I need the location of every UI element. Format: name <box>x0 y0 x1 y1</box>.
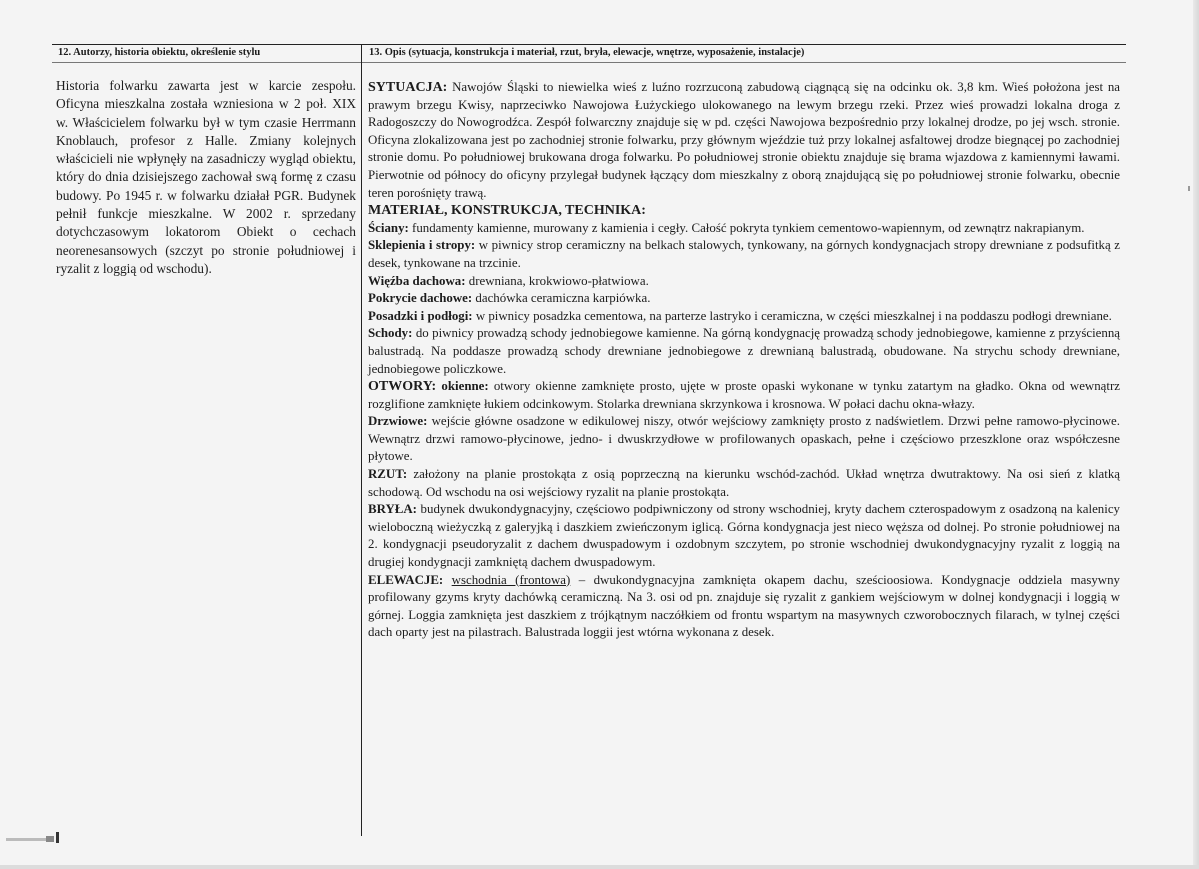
section-rzut <box>368 466 1120 501</box>
section-posadzki <box>368 308 1120 326</box>
section-schody <box>368 325 1120 378</box>
text-rzut: założony na planie prostokąta z osią poprzeczną na kierunku wschód-zachód. Układ wnętrza dwutraktowy. Na osi sień z klatką schodową. Od wschodu na osi wejściowy ryzalit na planie prostokąta. <box>368 467 1120 499</box>
label-drzwiowe: Drzwiowe: <box>368 414 428 429</box>
top-rule <box>52 44 1126 45</box>
scan-speck <box>1188 186 1190 191</box>
description-text <box>368 79 1120 642</box>
elewacje-underlined: wschodnia (frontowa) <box>451 572 571 587</box>
header-rule <box>52 62 1126 63</box>
text-sklepienia: w piwnicy strop ceramiczny na belkach stalowych, tynkowany, na górnych kondygnacjach stropy drewniane z podsufitką z desek, tynkowane na trzcinie. <box>368 238 1120 270</box>
text-wiezba: drewniana, krokwiowo-płatwiowa. <box>465 273 649 288</box>
history-text: Historia folwarku zawarta jest w karcie zespołu. Oficyna mieszkalna została wzniesiona w 2 poł. XIX w. Właścicielem folwarku był w tym czasie Herrmann Knoblauch, profesor z Halle. Zmiany kolejnych właścicieli nie wpłynęły na zasadniczy wygląd obiektu, który do dnia dzisiejszego zachował swą formę z czasu budowy. Po 1945 r. w folwarku działał PGR. Budynek pełnił funkcje mieszkalne. W 2002 r. sprzedany dotychczasowym lokatorom Obiekt o cechach neorenesansowych (szczyt po stronie południowej i ryzalit z loggią od wschodu). <box>56 78 356 276</box>
section-elewacje <box>368 572 1120 642</box>
section-pokrycie <box>368 290 1120 308</box>
text-schody: do piwnicy prowadzą schody jednobiegowe kamienne. Na górną kondygnację prowadzą schody jednobiegowe, kamienne z przyścienną balustradą. Na poddasze prowadzą schody drewniane jednobiegowe z drewnianą balustradą, obudowane. Na strychu schody drewniane, jednobiegowe policzkowe. <box>368 326 1120 376</box>
section-drzwiowe <box>368 413 1120 466</box>
label-material: MATERIAŁ, KONSTRUKCJA, TECHNIKA: <box>368 203 646 219</box>
text-posadzki: w piwnicy posadzka cementowa, na parterze lastryko i ceramiczna, w części mieszkalnej i na poddaszu podłogi drewniane. <box>472 308 1112 323</box>
left-column-heading: 12. Autorzy, historia obiektu, określenie stylu <box>58 47 261 58</box>
scan-artifact <box>6 830 62 844</box>
section-bryla <box>368 501 1120 571</box>
section-material <box>368 202 1120 220</box>
sublabel-okienne: okienne: <box>436 379 489 394</box>
right-column-heading: 13. Opis (sytuacja, konstrukcja i materiał, rzut, bryła, elewacje, wnętrze, wyposażenie, instalacje) <box>369 47 805 58</box>
label-schody: Schody: <box>368 326 413 341</box>
label-sytuacja: SYTUACJA: <box>368 80 448 95</box>
label-sciany: Ściany: <box>368 220 409 235</box>
label-rzut: RZUT: <box>368 467 408 482</box>
scan-edge-right <box>1193 0 1199 869</box>
text-otwory: otwory okienne zamknięte prosto, ujęte w proste opaski wykonane w tynku zatartym na gładko. Okna od wewnątrz rozglifione zamknięte łukiem odcinkowym. Stolarka drewniana skrzynkowa i krosnowa. W połaci dachu okna-włazy. <box>368 379 1120 411</box>
label-bryla: BRYŁA: <box>368 502 417 517</box>
label-otwory: OTWORY: <box>368 379 437 395</box>
text-sytuacja: Nawojów Śląski to niewielka wieś z luźno rozrzuconą zabudową ciągnącą się na odcinku ok. 3,8 km. Wieś położona jest na prawym brzegu Kwisy, naprzeciwko Nawojowa Łużyckiego ulokowanego na lewym brzegu rzeki. Przez wieś prowadzi lokalna droga z Radogoszczy do Nowogrodźca. Zespół folwarczny znajduje się w pd. części Nawojowa bezpośrednio przy lokalnej drodze, po jej wsch. stronie. Oficyna zlokalizowana jest po zachodniej stronie folwarku, przy głównym wjeździe tuż przy lokalnej asfaltowej drodze biegnącej po zachodniej stronie domu. Po południowej brukowana droga folwarku. Po południowej stronie obiektu znajduje się brama wjazdowa z kamiennymi ławami. Pierwotnie od północy do oficyny przylegał budynek łączący dom mieszkalny z oborą znajdującą się po południowej stronie folwarku, obecnie teren porośnięty trawą. <box>368 80 1120 200</box>
text-elewacje: – dwukondygnacyjna zamknięta okapem dachu, sześcioosiowa. Kondygnacje oddziela masywny profilowany gzyms kryty dachówką ceramiczną. Na 3. osi od pn. znajduje się ryzalit z gankiem wejściowym w dolnej kondygnacji i loggią w górnej. Loggia zamknięta jest daszkiem z trójkątnym naczółkiem od frontu wspartym na masywnych czworobocznych filarach, w tylnej części dach oparty jest na pilastrach. Balustrada loggii jest wtórna wykonana z desek. <box>368 572 1120 640</box>
section-sklepienia <box>368 237 1120 272</box>
text-drzwiowe: wejście główne osadzone w edikulowej niszy, otwór wejściowy zamknięty prosto z nadświetlem. Drzwi pełne ramowo-płycinowe. Wewnątrz drzwi ramowo-płycinowe, jedno- i dwuskrzydłowe w profilowanych opaskach, pełne i częściowo przeszklone oraz współczesne płytowe. <box>368 414 1120 464</box>
text-pokrycie: dachówka ceramiczna karpiówka. <box>472 291 651 306</box>
column-divider <box>361 44 362 836</box>
label-pokrycie: Pokrycie dachowe: <box>368 291 473 306</box>
text-sciany: fundamenty kamienne, murowany z kamienia i cegły. Całość pokryta tynkiem cementowo-wapiennym, od zewnątrz nakrapianym. <box>408 220 1085 235</box>
section-sciany <box>368 220 1120 238</box>
section-sytuacja <box>368 79 1120 202</box>
label-elewacje: ELEWACJE: <box>368 572 444 587</box>
label-sklepienia: Sklepienia i stropy: <box>368 238 476 253</box>
label-posadzki: Posadzki i podłogi: <box>368 308 473 323</box>
section-wiezba <box>368 273 1120 291</box>
scan-edge-bottom <box>0 865 1199 869</box>
label-wiezba: Więźba dachowa: <box>368 273 466 288</box>
section-otwory <box>368 378 1120 413</box>
text-bryla: budynek dwukondygnacyjny, częściowo podpiwniczony od strony wschodniej, kryty dachem czterospadowym z osadzoną na kalenicy wieloboczną wieżyczką z galeryjką i daszkiem zwieńczonym iglicą. Górna kondygnacja jest nieco węższa od dolnej. Po stronie południowej na 2. kondygnacji pseudoryzalit z dachem dwuspadowym i ozdobnym szczytem, po stronie wschodniej dwukondygnacyjny ryzalit z loggią na drugiej kondygnacji zamkniętą dachem dwuspadowym. <box>368 502 1120 570</box>
